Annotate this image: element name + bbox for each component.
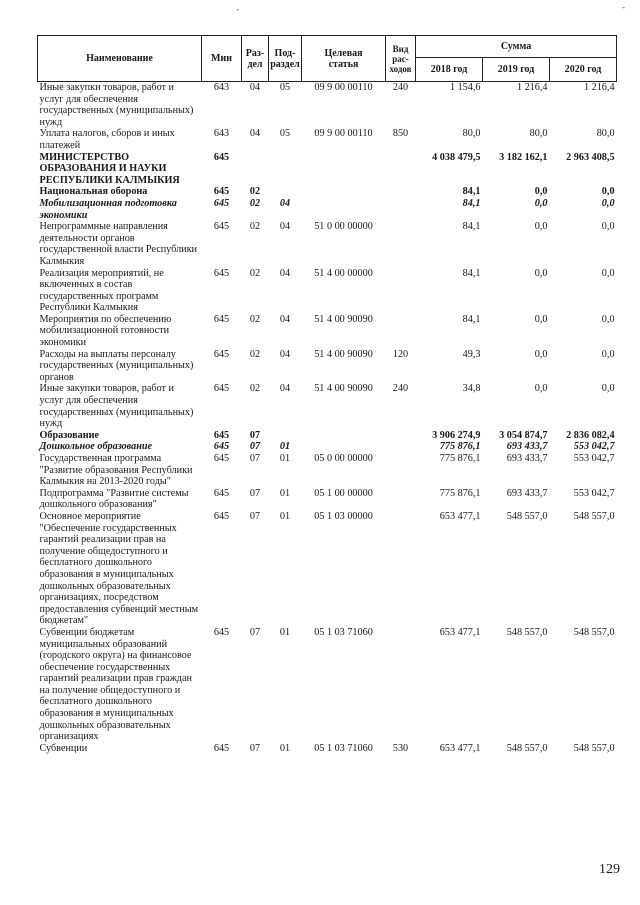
cell-razdel: 04 <box>249 128 261 140</box>
cell-article: 05 1 03 71060 <box>314 626 373 638</box>
cell-name: Субвенции бюджетам муниципальных образований (городского округа) на финансовое обеспечение государственных гарантий реализации прав граждан на получение общедоступного и бесплатного дошкольного образования в муниципальных дошкольных образовательных организациях <box>39 626 192 743</box>
cell-y2020: 548 557,0 <box>573 742 615 754</box>
cell-article: 05 1 03 00000 <box>314 510 373 522</box>
cell-min: 645 <box>213 383 230 395</box>
cell-name: Государственная программа "Развитие образования Республики Калмыкия на 2013-2020 годы" <box>39 453 193 488</box>
cell-min: 645 <box>213 221 230 233</box>
cell-vid: 530 <box>392 742 409 754</box>
cell-razdel: 04 <box>249 82 261 93</box>
cell-y2019: 0,0 <box>534 383 548 395</box>
cell-min: 645 <box>213 453 230 464</box>
cell-vid <box>386 221 416 267</box>
cell-min: 645 <box>213 429 230 441</box>
cell-podrazdel: 05 <box>279 128 291 140</box>
cell-y2019: 0,0 <box>534 348 548 360</box>
cell-podrazdel: 01 <box>279 626 291 638</box>
cell-y2019: 0,0 <box>534 267 548 279</box>
cell-y2020: 0,0 <box>601 186 615 198</box>
cell-y2020: 0,0 <box>601 221 615 233</box>
col-header-min: Мин <box>202 36 242 82</box>
table-row <box>38 349 617 384</box>
table-row <box>38 743 617 755</box>
cell-min: 645 <box>213 313 230 325</box>
cell-y2020: 2 836 082,4 <box>566 429 615 441</box>
cell-y2019: 0,0 <box>534 313 548 325</box>
cell-name: Непрограммные направления деятельности органов государственной власти Республики Калмыкия <box>39 221 198 267</box>
cell-name: Мобилизационная подготовка экономики <box>39 197 177 221</box>
cell-min: 645 <box>213 487 230 499</box>
cell-y2018: 84,1 <box>462 267 481 279</box>
cell-y2018: 84,1 <box>462 221 481 233</box>
cell-y2019: 0,0 <box>534 197 548 209</box>
table-row <box>38 314 617 349</box>
cell-podrazdel: 05 <box>279 82 291 93</box>
cell-name: Дошкольное образование <box>39 441 153 453</box>
cell-y2018: 775 876,1 <box>439 487 481 499</box>
cell-y2018: 3 906 274,9 <box>432 429 481 441</box>
cell-podrazdel <box>269 430 302 442</box>
cell-name: Уплата налогов, сборов и иных платежей <box>39 128 175 151</box>
cell-razdel: 02 <box>249 313 261 325</box>
cell-podrazdel: 01 <box>279 441 291 453</box>
cell-razdel: 07 <box>249 441 261 453</box>
cell-name: Иные закупки товаров, работ и услуг для обеспечения государственных (муниципальных) нужд <box>39 82 194 128</box>
cell-y2018: 34,8 <box>462 383 481 395</box>
table-row <box>38 430 617 442</box>
cell-article <box>302 186 386 198</box>
cell-min: 643 <box>213 128 230 140</box>
cell-y2020: 0,0 <box>601 197 615 209</box>
cell-article: 05 1 03 71060 <box>314 742 373 754</box>
cell-min: 645 <box>213 441 230 453</box>
cell-razdel: 07 <box>249 429 261 441</box>
table-row <box>38 128 617 151</box>
cell-y2018: 775 876,1 <box>439 453 481 464</box>
cell-vid <box>386 441 416 453</box>
cell-razdel: 07 <box>249 626 261 638</box>
cell-name: Расходы на выплаты персоналу государственных (муниципальных) органов <box>39 348 194 383</box>
cell-y2018: 1 154,6 <box>449 82 481 93</box>
cell-vid: 120 <box>392 348 409 360</box>
cell-razdel: 07 <box>249 453 261 464</box>
table-row <box>38 268 617 314</box>
cell-podrazdel <box>269 186 302 198</box>
cell-razdel: 02 <box>249 186 261 198</box>
scan-mark: - <box>236 4 239 14</box>
cell-article <box>302 198 386 221</box>
cell-y2020: 1 216,4 <box>583 82 615 93</box>
cell-article: 51 0 00 00000 <box>314 221 373 233</box>
cell-vid <box>386 511 416 627</box>
col-header-2019: 2019 год <box>483 58 550 82</box>
cell-article: 09 9 00 00110 <box>314 128 373 140</box>
table-row <box>38 221 617 267</box>
cell-razdel: 02 <box>249 383 261 395</box>
cell-min: 645 <box>213 626 230 638</box>
cell-y2019: 3 054 874,7 <box>499 429 548 441</box>
cell-vid <box>386 627 416 743</box>
cell-razdel: 02 <box>249 197 261 209</box>
cell-name: Подпрограмма "Развитие системы дошкольного образования" <box>39 487 189 511</box>
cell-y2019: 548 557,0 <box>506 510 548 522</box>
cell-y2018: 84,1 <box>462 186 481 198</box>
cell-y2018: 4 038 479,5 <box>432 151 481 163</box>
page-number: 129 <box>599 862 620 877</box>
cell-y2019: 693 433,7 <box>506 453 548 464</box>
cell-article: 51 4 00 90090 <box>314 313 373 325</box>
cell-vid <box>386 430 416 442</box>
cell-article: 51 4 00 90090 <box>314 383 373 395</box>
table-row <box>38 186 617 198</box>
table-row <box>38 488 617 511</box>
table-row <box>38 511 617 627</box>
cell-min: 645 <box>213 510 230 522</box>
cell-y2019: 3 182 162,1 <box>499 151 548 163</box>
cell-name: Мероприятия по обеспечению мобилизационной готовности экономики <box>39 313 172 349</box>
cell-podrazdel: 04 <box>279 267 291 279</box>
cell-article: 05 1 00 00000 <box>314 487 373 499</box>
cell-article <box>302 441 386 453</box>
cell-min: 645 <box>213 151 230 163</box>
cell-podrazdel: 01 <box>279 742 291 754</box>
table-row <box>38 453 617 488</box>
cell-y2019: 0,0 <box>534 186 548 198</box>
col-header-article: Целевая статья <box>302 36 386 82</box>
cell-vid: 850 <box>392 128 409 140</box>
cell-y2018: 653 477,1 <box>439 626 481 638</box>
cell-razdel: 02 <box>249 221 261 233</box>
cell-podrazdel <box>269 152 302 187</box>
cell-podrazdel: 04 <box>279 383 291 395</box>
table-row <box>38 627 617 743</box>
cell-vid: 240 <box>392 383 409 395</box>
cell-article <box>302 430 386 442</box>
col-header-2018: 2018 год <box>416 58 483 82</box>
cell-y2019: 693 433,7 <box>506 441 548 453</box>
cell-y2018: 653 477,1 <box>439 510 481 522</box>
cell-article: 51 4 00 00000 <box>314 267 373 279</box>
cell-y2018: 84,1 <box>462 313 481 325</box>
cell-vid <box>386 186 416 198</box>
cell-y2018: 775 876,1 <box>439 441 481 453</box>
cell-vid <box>386 453 416 488</box>
cell-vid: 240 <box>392 82 409 93</box>
cell-vid <box>386 198 416 221</box>
cell-y2020: 0,0 <box>601 267 615 279</box>
cell-y2018: 84,1 <box>462 197 481 209</box>
cell-name: Реализация мероприятий, не включенных в состав государственных программ Республики Калмыкия <box>39 267 164 314</box>
cell-y2018: 653 477,1 <box>439 742 481 754</box>
cell-y2019: 0,0 <box>534 221 548 233</box>
cell-y2020: 553 042,7 <box>573 487 615 499</box>
cell-min: 645 <box>213 267 230 279</box>
table-row <box>38 152 617 187</box>
scan-mark: - <box>622 2 625 12</box>
cell-article: 05 0 00 00000 <box>314 453 373 464</box>
cell-vid <box>386 268 416 314</box>
cell-y2018: 49,3 <box>462 348 481 360</box>
cell-podrazdel: 01 <box>279 453 291 464</box>
cell-vid <box>386 152 416 187</box>
cell-article: 51 4 00 90090 <box>314 348 373 360</box>
cell-podrazdel: 04 <box>279 221 291 233</box>
col-header-podrazdel: Под- раздел <box>269 36 302 82</box>
cell-y2020: 553 042,7 <box>573 453 615 464</box>
cell-razdel <box>242 152 269 187</box>
cell-y2019: 1 216,4 <box>516 82 548 93</box>
cell-name: Национальная оборона <box>39 186 148 198</box>
cell-vid <box>386 314 416 349</box>
col-header-name: Наименование <box>38 36 202 82</box>
cell-razdel: 07 <box>249 742 261 754</box>
cell-y2019: 548 557,0 <box>506 742 548 754</box>
cell-name: Основное мероприятие "Обеспечение государственных гарантий реализации прав на получение общедоступного и бесплатного дошкольного образования в муниципальных дошкольных образовательных организациях, посредством предоставления субвенций местным бюджетам" <box>39 510 199 627</box>
cell-podrazdel: 01 <box>279 487 291 499</box>
cell-y2020: 0,0 <box>601 313 615 325</box>
cell-min: 645 <box>213 186 230 198</box>
cell-y2019: 548 557,0 <box>506 626 548 638</box>
cell-podrazdel: 04 <box>279 197 291 209</box>
table-row <box>38 82 617 129</box>
cell-y2020: 80,0 <box>596 128 615 140</box>
cell-y2019: 693 433,7 <box>506 487 548 499</box>
cell-article: 09 9 00 00110 <box>314 82 373 93</box>
cell-name: Субвенции <box>39 742 88 754</box>
cell-min: 645 <box>213 742 230 754</box>
cell-y2019: 80,0 <box>529 128 548 140</box>
col-header-sum: Сумма <box>416 36 617 58</box>
cell-article <box>302 152 386 187</box>
cell-podrazdel: 04 <box>279 348 291 360</box>
table-row <box>38 198 617 221</box>
cell-y2018: 80,0 <box>462 128 481 140</box>
cell-name: МИНИСТЕРСТВО ОБРАЗОВАНИЯ И НАУКИ РЕСПУБЛИКИ КАЛМЫКИЯ <box>39 151 180 186</box>
budget-table <box>37 35 617 754</box>
cell-razdel: 07 <box>249 510 261 522</box>
table-row <box>38 441 617 453</box>
cell-name: Иные закупки товаров, работ и услуг для обеспечения государственных (муниципальных) нужд <box>39 383 194 430</box>
cell-y2020: 2 963 408,5 <box>566 151 615 163</box>
col-header-vid: Вид рас- ходов <box>386 36 416 82</box>
cell-razdel: 07 <box>249 487 261 499</box>
col-header-2020: 2020 год <box>550 58 617 82</box>
cell-podrazdel: 04 <box>279 313 291 325</box>
cell-podrazdel: 01 <box>279 510 291 522</box>
table-row <box>38 383 617 429</box>
cell-min: 645 <box>213 197 230 209</box>
cell-min: 645 <box>213 348 230 360</box>
cell-name: Образование <box>39 429 100 441</box>
col-header-razdel: Раз- дел <box>242 36 269 82</box>
cell-y2020: 0,0 <box>601 383 615 395</box>
cell-min: 643 <box>213 82 230 93</box>
cell-y2020: 0,0 <box>601 348 615 360</box>
cell-razdel: 02 <box>249 267 261 279</box>
cell-vid <box>386 488 416 511</box>
cell-y2020: 548 557,0 <box>573 626 615 638</box>
cell-y2020: 548 557,0 <box>573 510 615 522</box>
cell-y2020: 553 042,7 <box>573 441 615 453</box>
cell-razdel: 02 <box>249 348 261 360</box>
